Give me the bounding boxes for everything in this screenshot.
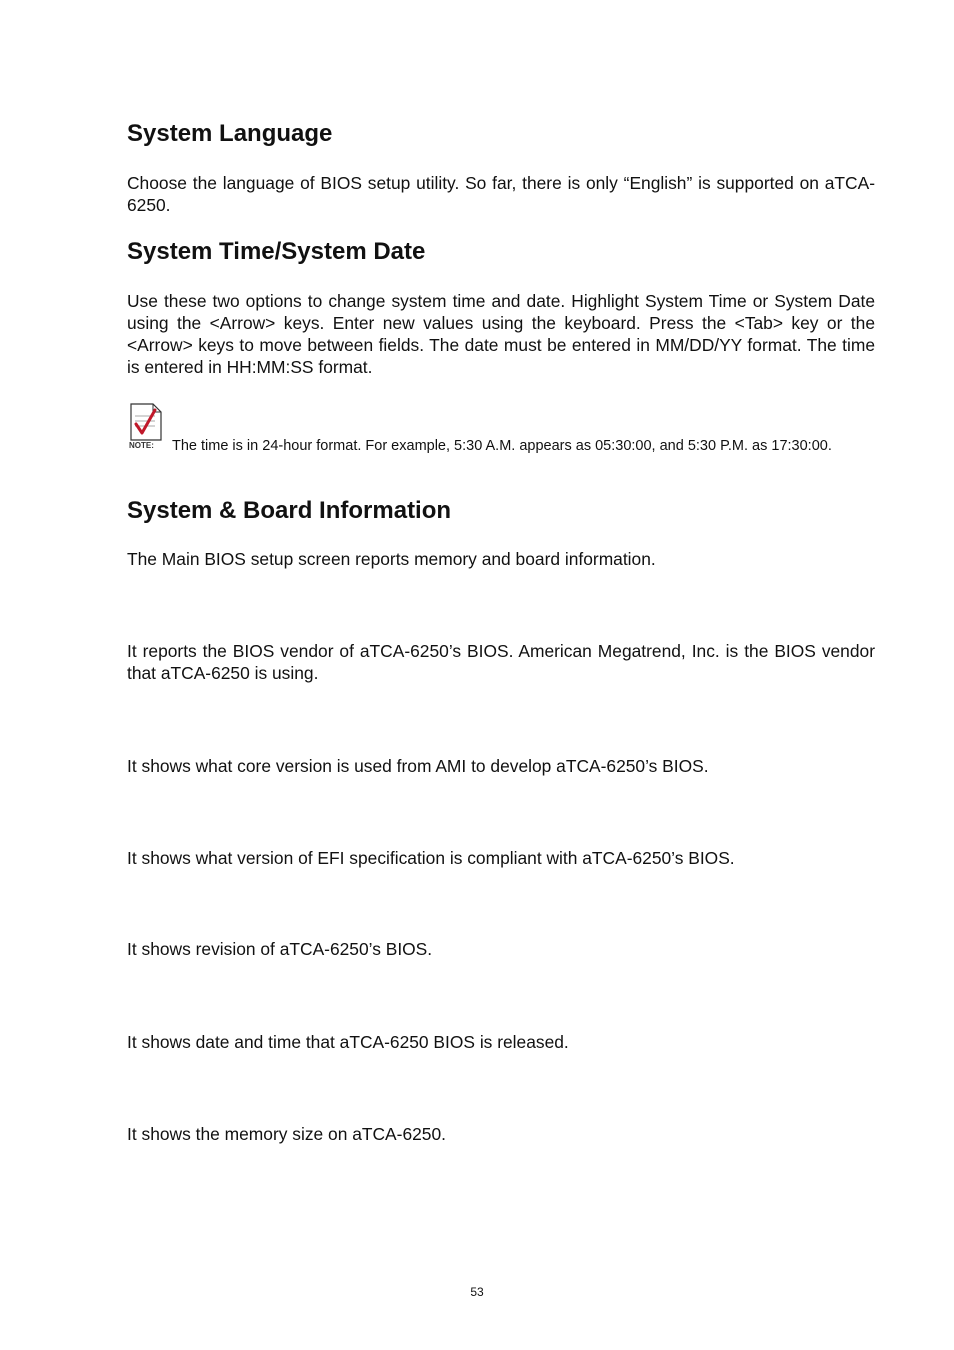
system-time-date-text: Use these two options to change system time and date. Highlight System Time or System Date using the <Arrow> keys. Enter new values using the keyboard. Press the <Tab> key or the <Arrow> keys to move between fields. The date must be entered in MM/DD/YY format. The time is entered in HH:MM:SS format. bbox=[127, 291, 875, 377]
page-number: 53 bbox=[470, 1285, 484, 1299]
core-version-text: It shows what core version is used from AMI to develop aTCA-6250’s BIOS. bbox=[127, 756, 709, 776]
bios-vendor-text: It reports the BIOS vendor of aTCA-6250’s BIOS. American Megatrend, Inc. is the BIOS vendor that aTCA-6250 is using. bbox=[127, 641, 875, 683]
board-info-intro: The Main BIOS setup screen reports memory and board information. bbox=[127, 549, 656, 569]
memory-size-text: It shows the memory size on aTCA-6250. bbox=[127, 1124, 446, 1144]
efi-spec-text: It shows what version of EFI specification is compliant with aTCA-6250’s BIOS. bbox=[127, 848, 735, 868]
bios-revision-text: It shows revision of aTCA-6250’s BIOS. bbox=[127, 939, 433, 959]
note-text: The time is in 24-hour format. For example, 5:30 A.M. appears as 05:30:00, and 5:30 P.M. as 17:30:00. bbox=[172, 438, 832, 454]
system-language-text: Choose the language of BIOS setup utility. So far, there is only “English” is supported on aTCA-6250. bbox=[127, 173, 875, 215]
build-date-text: It shows date and time that aTCA-6250 BIOS is released. bbox=[127, 1032, 569, 1052]
heading-system-time-date: System Time/System Date bbox=[127, 238, 426, 265]
heading-system-language: System Language bbox=[127, 120, 333, 147]
heading-board-information: System & Board Information bbox=[127, 497, 452, 524]
note-icon-label: NOTE: bbox=[129, 441, 154, 450]
